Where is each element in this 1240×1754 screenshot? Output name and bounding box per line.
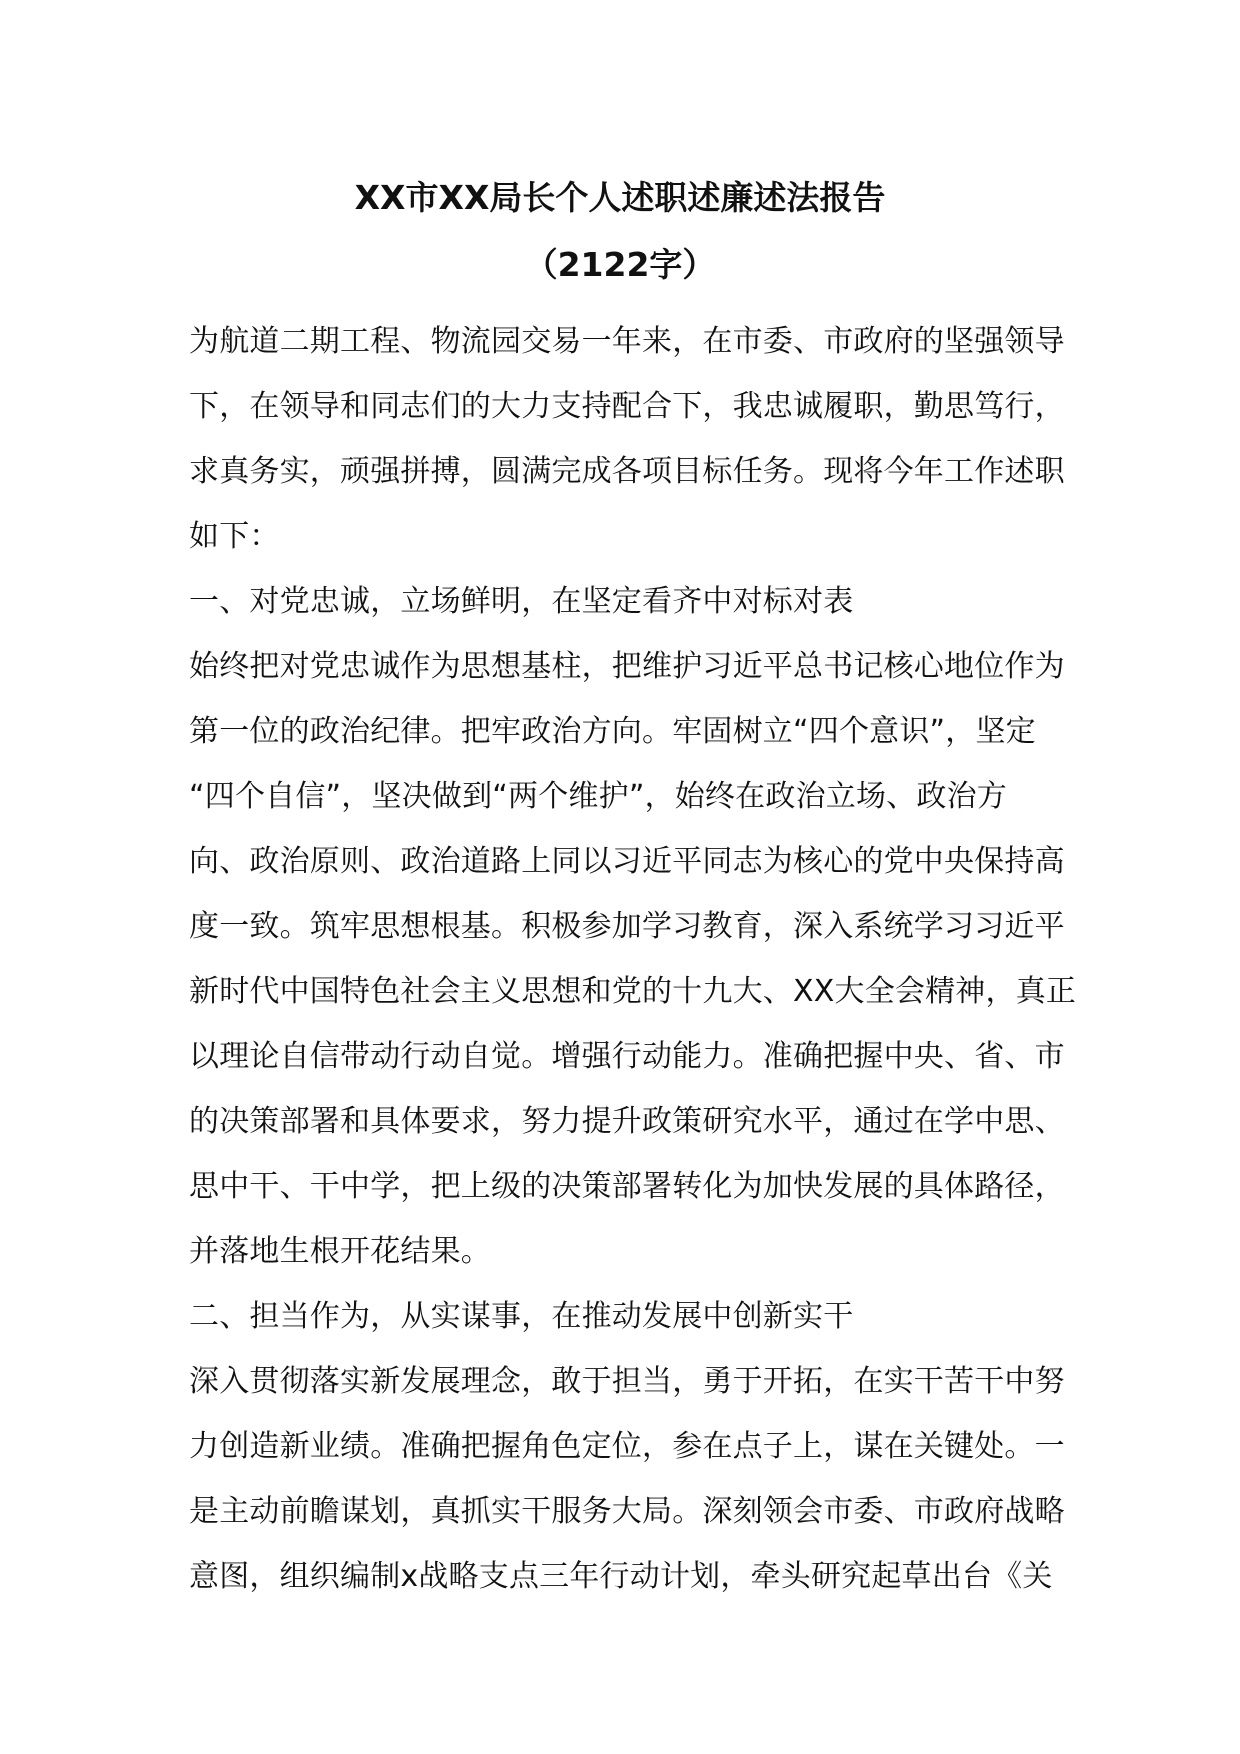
body-line-8: “四个自信”，坚决做到“两个维护”，始终在政治立场、政治方 <box>189 779 1007 814</box>
body-line-7: 第一位的政治纪律。把牢政治方向。牢固树立“四个意识”，坚定 <box>189 714 1036 749</box>
document-body <box>189 309 1077 1609</box>
body-line-9: 向、政治原则、政治道路上同以习近平同志为核心的党中央保持高 <box>189 844 1065 879</box>
body-line-4: 如下： <box>189 519 280 554</box>
body-line-2: 下，在领导和同志们的大力支持配合下，我忠诚履职，勤思笃行， <box>189 389 1065 424</box>
document-title: XX市XX局长个人述职述廉述法报告 <box>354 178 886 217</box>
section-heading-1: 一、对党忠诚，立场鲜明，在坚定看齐中对标对表 <box>189 584 854 619</box>
body-line-6: 始终把对党忠诚作为思想基柱，把维护习近平总书记核心地位作为 <box>189 649 1065 684</box>
body-line-12: 以理论自信带动行动自觉。增强行动能力。准确把握中央、省、市 <box>189 1039 1065 1074</box>
body-line-15: 并落地生根开花结果。 <box>189 1234 491 1269</box>
section-heading-2: 二、担当作为，从实谋事，在推动发展中创新实干 <box>189 1299 854 1334</box>
body-line-19: 是主动前瞻谋划，真抓实干服务大局。深刻领会市委、市政府战略 <box>189 1494 1065 1529</box>
body-line-14: 思中干、干中学，把上级的决策部署转化为加快发展的具体路径， <box>189 1169 1065 1204</box>
body-line-10: 度一致。筑牢思想根基。积极参加学习教育，深入系统学习习近平 <box>189 909 1065 944</box>
body-line-17: 深入贯彻落实新发展理念，敢于担当，勇于开拓，在实干苦干中努 <box>189 1364 1065 1399</box>
body-line-1: 为航道二期工程、物流园交易一年来，在市委、市政府的坚强领导 <box>189 324 1065 359</box>
body-line-18: 力创造新业绩。准确把握角色定位，参在点子上，谋在关键处。一 <box>189 1429 1065 1464</box>
body-line-11: 新时代中国特色社会主义思想和党的十九大、XX大全会精神，真正 <box>189 974 1077 1009</box>
body-line-20: 意图，组织编制x战略支点三年行动计划，牵头研究起草出台《关 <box>189 1559 1053 1594</box>
body-line-13: 的决策部署和具体要求，努力提升政策研究水平，通过在学中思、 <box>189 1104 1065 1139</box>
document-subtitle: （2122字） <box>524 245 716 284</box>
body-line-3: 求真务实，顽强拼搏，圆满完成各项目标任务。现将今年工作述职 <box>189 454 1065 489</box>
